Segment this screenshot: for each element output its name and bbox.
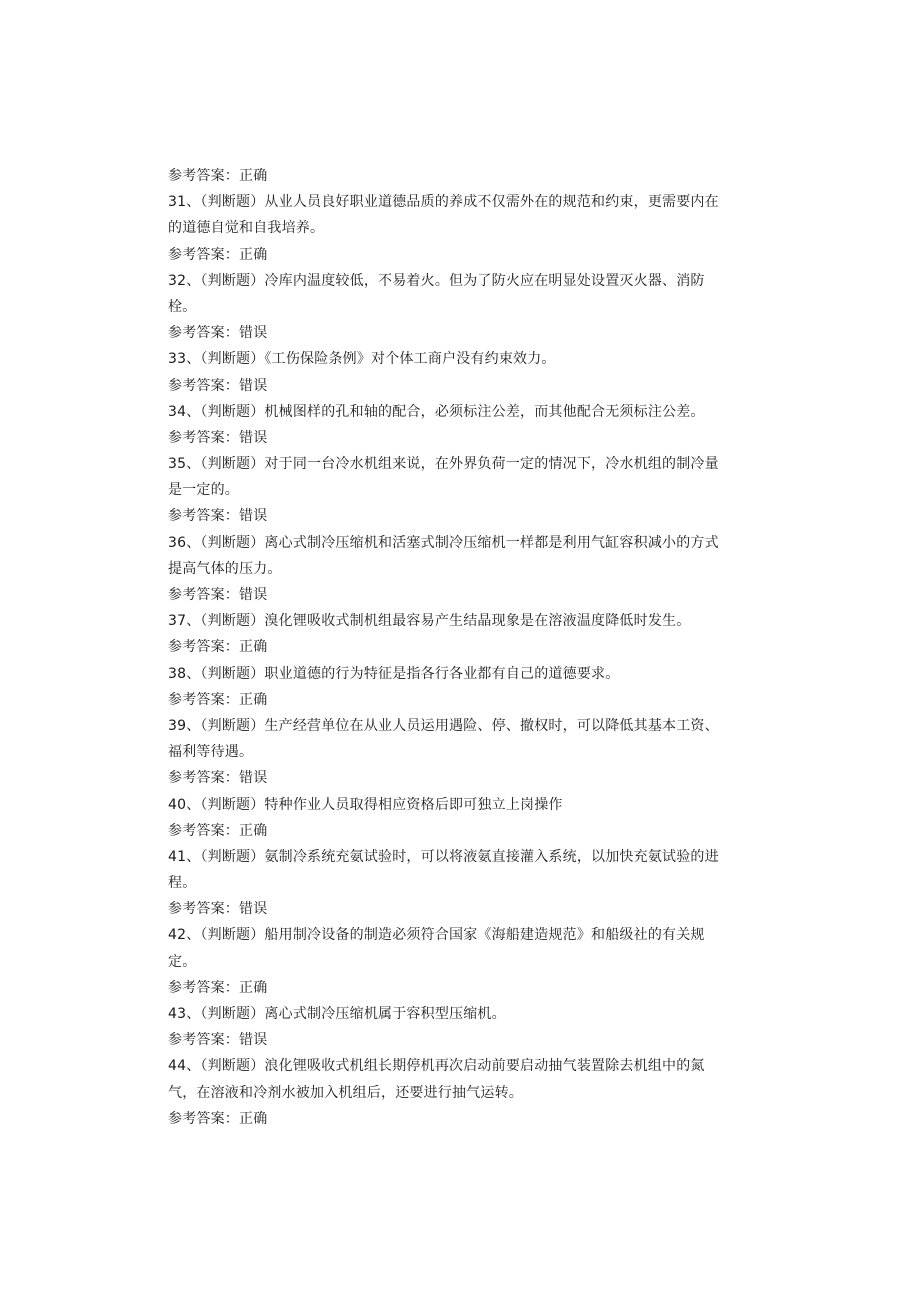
question-line-cont: 提高气体的压力。 <box>168 560 282 577</box>
answer-label: 参考答案： <box>168 639 239 656</box>
answer-value: 错误 <box>239 770 268 787</box>
question-line-cont: 定。 <box>168 953 197 970</box>
answer-line <box>168 425 748 451</box>
question-number: 41、 <box>168 848 201 865</box>
answer-label: 参考答案： <box>168 168 239 184</box>
document-page <box>168 163 748 1132</box>
question-text: （判断题）船用制冷设备的制造必须符合国家《海船建造规范》和船级社的有关规 <box>200 927 705 944</box>
answer-value: 错误 <box>239 377 268 394</box>
answer-line <box>168 1106 748 1132</box>
question-text: （判断题）溴化锂吸收式制机组最容易产生结晶现象是在溶液温度降低时发生。 <box>200 613 691 630</box>
question-text: （判断题）氨制冷系统充氨试验时，可以将液氨直接灌入系统，以加快充氨试验的进 <box>200 848 719 865</box>
question-number: 36、 <box>168 534 201 551</box>
answer-value: 正确 <box>239 1110 268 1127</box>
question-text: （判断题）生产经营单位在从业人员运用遇险、停、撤权时，可以降低其基本工资、 <box>200 717 719 734</box>
answer-label: 参考答案： <box>168 246 239 263</box>
answer-label: 参考答案： <box>168 770 239 787</box>
question-line <box>168 1053 748 1079</box>
answer-value: 错误 <box>239 325 268 342</box>
answer-value: 错误 <box>239 429 268 446</box>
question-line <box>168 713 748 739</box>
answer-line <box>168 765 748 791</box>
question-line <box>168 608 748 634</box>
question-line <box>168 792 748 818</box>
answer-line <box>168 320 748 346</box>
question-number: 34、 <box>168 403 201 420</box>
answer-line <box>168 896 748 922</box>
answer-line <box>168 163 748 189</box>
answer-value: 错误 <box>239 901 268 918</box>
answer-value: 错误 <box>239 1032 268 1049</box>
question-line-cont: 福利等待遇。 <box>168 744 254 761</box>
question-text: （判断题）离心式制冷压缩机和活塞式制冷压缩机一样都是利用气缸容积减小的方式 <box>200 534 719 551</box>
answer-label: 参考答案： <box>168 325 239 342</box>
answer-line <box>168 242 748 268</box>
answer-value: 正确 <box>239 168 268 184</box>
question-number: 35、 <box>168 456 201 473</box>
question-text: （判断题）《工伤保险条例》对个体工商户没有约束效力。 <box>200 351 556 368</box>
question-line <box>168 922 748 948</box>
question-text: （判断题）对于同一台冷水机组来说，在外界负荷一定的情况下，冷水机组的制冷量 <box>200 456 719 473</box>
question-number: 32、 <box>168 272 201 289</box>
answer-value: 正确 <box>239 691 268 708</box>
answer-value: 正确 <box>239 979 268 996</box>
answer-line <box>168 373 748 399</box>
answer-value: 错误 <box>239 508 268 525</box>
answer-line <box>168 818 748 844</box>
question-number: 43、 <box>168 1006 201 1022</box>
answer-label: 参考答案： <box>168 822 239 839</box>
answer-value: 错误 <box>239 587 268 603</box>
answer-label: 参考答案： <box>168 1032 239 1049</box>
question-text: （判断题）冷库内温度较低，不易着火。但为了防火应在明显处设置灭火器、消防 <box>200 272 705 289</box>
answer-line <box>168 582 748 608</box>
question-number: 40、 <box>168 796 201 813</box>
question-number: 33、 <box>168 351 201 368</box>
answer-value: 正确 <box>239 822 268 839</box>
question-number: 39、 <box>168 717 201 734</box>
question-number: 31、 <box>168 194 201 211</box>
answer-line <box>168 975 748 1001</box>
question-number: 37、 <box>168 613 201 630</box>
answer-line <box>168 503 748 529</box>
question-line <box>168 268 748 294</box>
question-text: （判断题）浪化锂吸收式机组长期停机再次启动前要启动抽气装置除去机组中的氮 <box>200 1058 705 1075</box>
question-text: （判断题）离心式制冷压缩机属于容积型压缩机。 <box>200 1006 506 1022</box>
question-line <box>168 346 748 372</box>
answer-label: 参考答案： <box>168 508 239 525</box>
answer-label: 参考答案： <box>168 901 239 918</box>
answer-line <box>168 634 748 660</box>
question-text: （判断题）从业人员良好职业道德品质的养成不仅需外在的规范和约束，更需要内在 <box>200 194 719 211</box>
question-line <box>168 661 748 687</box>
question-text: （判断题）职业道德的行为特征是指各行各业都有自己的道德要求。 <box>200 665 620 682</box>
question-text: （判断题）特种作业人员取得相应资格后即可独立上岗操作 <box>200 796 563 813</box>
question-number: 38、 <box>168 665 201 682</box>
question-line <box>168 451 748 477</box>
question-line-cont: 的道德自觉和自我培养。 <box>168 220 325 237</box>
answer-label: 参考答案： <box>168 377 239 394</box>
question-line-cont: 气，在溶液和冷剂水被加入机组后，还要进行抽气运转。 <box>168 1084 523 1101</box>
question-line <box>168 844 748 870</box>
question-line <box>168 189 748 215</box>
answer-label: 参考答案： <box>168 429 239 446</box>
answer-label: 参考答案： <box>168 979 239 996</box>
question-number: 42、 <box>168 927 201 944</box>
answer-label: 参考答案： <box>168 1110 239 1127</box>
question-line <box>168 1001 748 1027</box>
question-line <box>168 530 748 556</box>
answer-label: 参考答案： <box>168 587 239 603</box>
question-line <box>168 399 748 425</box>
answer-value: 正确 <box>239 639 268 656</box>
question-text: （判断题）机械图样的孔和轴的配合，必须标注公差，而其他配合无须标注公差。 <box>200 403 705 420</box>
question-line-cont: 是一定的。 <box>168 482 239 499</box>
answer-line <box>168 1027 748 1053</box>
question-line-cont: 程。 <box>168 875 197 892</box>
answer-label: 参考答案： <box>168 691 239 708</box>
question-number: 44、 <box>168 1058 201 1075</box>
question-line-cont: 栓。 <box>168 298 197 315</box>
answer-value: 正确 <box>239 246 268 263</box>
answer-line <box>168 687 748 713</box>
